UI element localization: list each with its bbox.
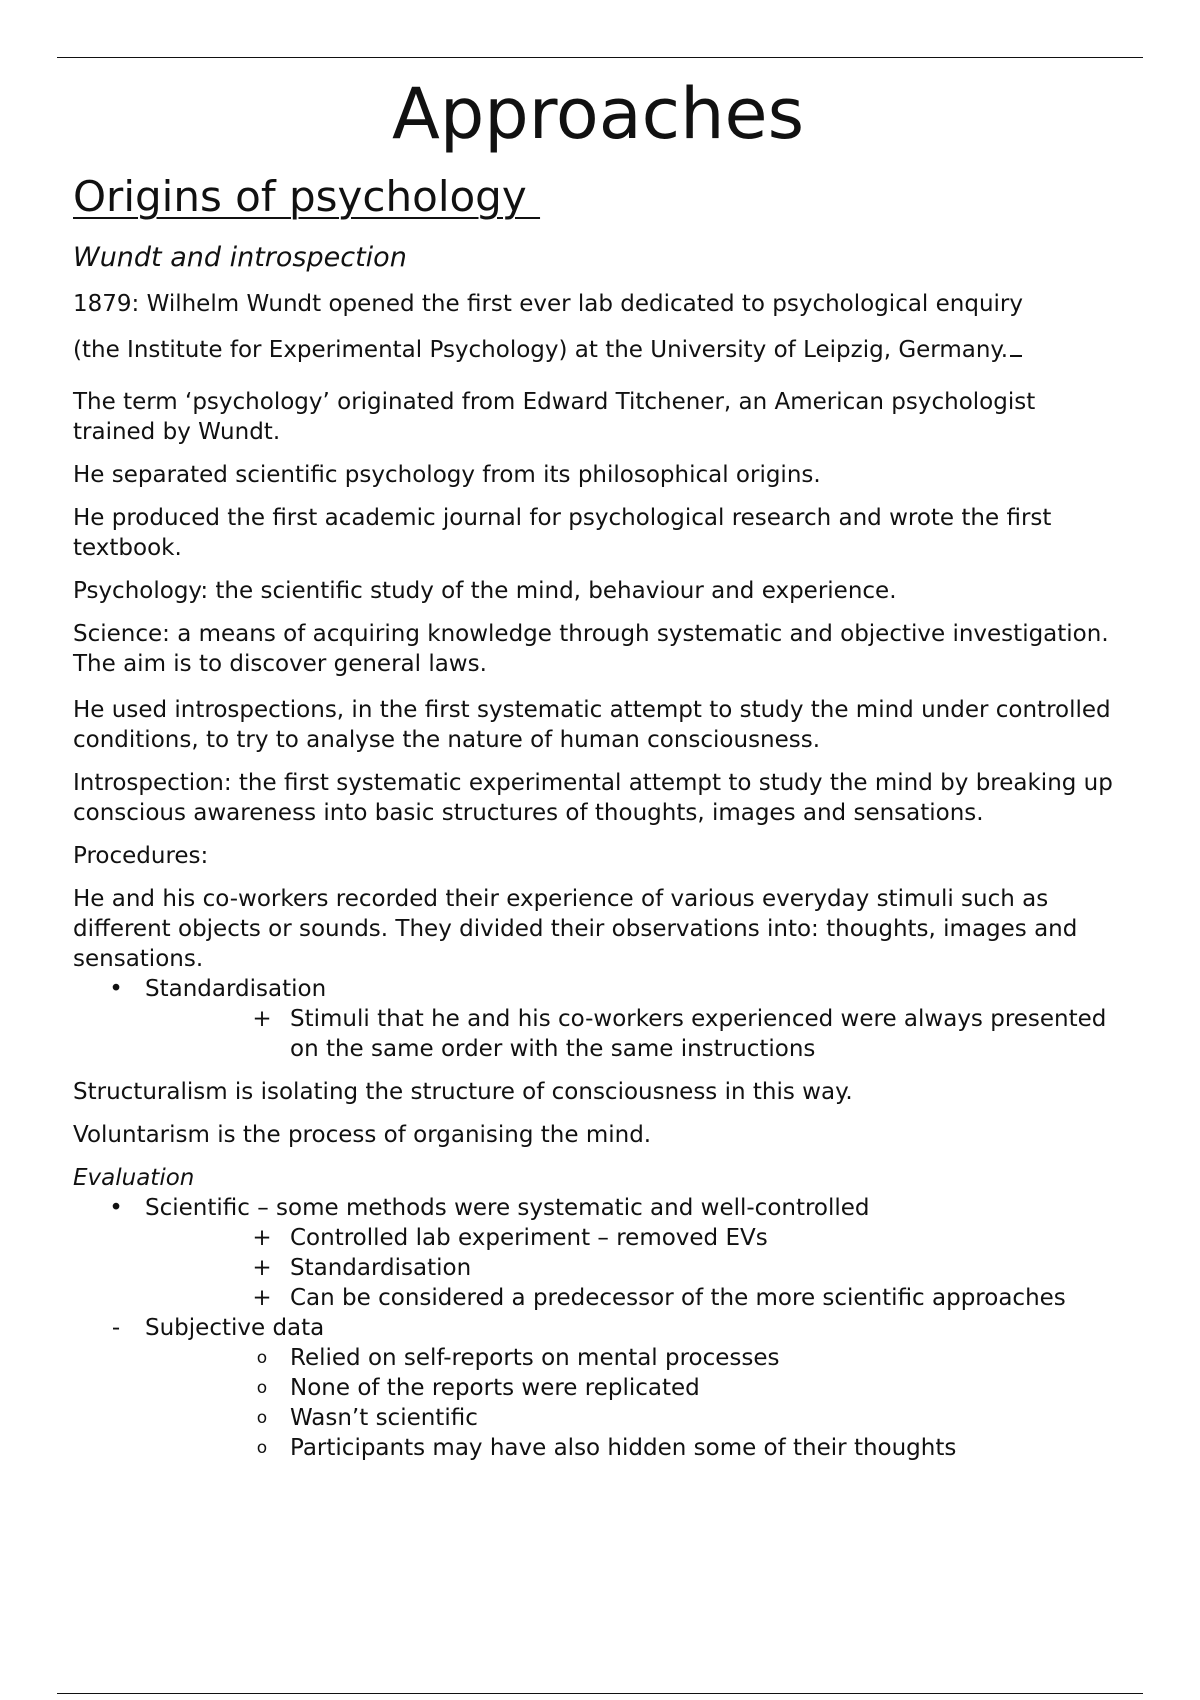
weakness-label: Subjective data bbox=[145, 1315, 325, 1341]
list-item-text: Standardisation bbox=[290, 1255, 472, 1281]
list-item-text: Relied on self-reports on mental processes bbox=[290, 1345, 780, 1371]
evaluation-list bbox=[73, 1193, 1123, 1463]
list-item bbox=[145, 1373, 1123, 1403]
circle-marker: o bbox=[256, 1438, 268, 1458]
list-item-text: None of the reports were replicated bbox=[290, 1375, 700, 1401]
paragraph-journal: He produced the first academic journal for psychological research and wrote the first textbook. bbox=[73, 505, 1052, 561]
section-heading-text: Origins of psychology bbox=[73, 172, 541, 221]
list-item bbox=[145, 1223, 1123, 1253]
evaluation-heading: Evaluation bbox=[73, 1165, 195, 1191]
list-item bbox=[73, 974, 1123, 1064]
plus-marker: + bbox=[252, 1255, 272, 1281]
list-item bbox=[145, 1343, 1123, 1373]
plus-marker: + bbox=[252, 1006, 272, 1032]
list-item bbox=[73, 1313, 1123, 1463]
bottom-rule bbox=[57, 1693, 1143, 1694]
text-cursor bbox=[1010, 335, 1022, 357]
list-item-text: Participants may have also hidden some of their thoughts bbox=[290, 1435, 957, 1461]
dash-marker: - bbox=[111, 1315, 121, 1341]
subsection-heading: Wundt and introspection bbox=[73, 242, 407, 273]
list-item bbox=[145, 1283, 1123, 1313]
circle-marker: o bbox=[256, 1408, 268, 1428]
list-item-text: Standardisation bbox=[145, 976, 327, 1002]
section-heading bbox=[73, 170, 1123, 224]
paragraph-term-psychology: The term ‘psychology’ originated from Edward Titchener, an American psychologist trained by Wundt. bbox=[73, 389, 1036, 445]
procedures-list bbox=[73, 974, 1123, 1064]
document-title: Approaches bbox=[391, 73, 805, 155]
paragraph-introspections: He used introspections, in the first systematic attempt to study the mind under controlled conditions, to try to analyse the nature of human consciousness. bbox=[73, 697, 1111, 753]
list-item bbox=[73, 1193, 1123, 1313]
strength-points bbox=[145, 1223, 1123, 1313]
definition-psychology: Psychology: the scientific study of the mind, behaviour and experience. bbox=[73, 578, 897, 604]
weakness-points bbox=[145, 1343, 1123, 1463]
paragraph-voluntarism: Voluntarism is the process of organising the mind. bbox=[73, 1122, 652, 1148]
procedures-sublist bbox=[145, 1004, 1123, 1064]
definition-introspection: Introspection: the first systematic experimental attempt to study the mind by breaking up conscious awareness into basic structures of thoughts, images and sensations. bbox=[73, 770, 1113, 826]
list-item bbox=[145, 1004, 1123, 1064]
circle-marker: o bbox=[256, 1348, 268, 1368]
plus-marker: + bbox=[252, 1285, 272, 1311]
plus-marker: + bbox=[252, 1225, 272, 1251]
definition-science: Science: a means of acquiring knowledge through systematic and objective investigation. The aim is to discover general laws. bbox=[73, 621, 1109, 677]
list-item bbox=[145, 1403, 1123, 1433]
top-rule bbox=[57, 57, 1143, 58]
procedures-label: Procedures: bbox=[73, 843, 209, 869]
paragraph-structuralism: Structuralism is isolating the structure of consciousness in this way. bbox=[73, 1079, 853, 1105]
paragraph-institute bbox=[73, 335, 1123, 365]
paragraph-separated: He separated scientific psychology from its philosophical origins. bbox=[73, 462, 821, 488]
bullet-marker: • bbox=[109, 1195, 123, 1221]
document-page bbox=[73, 70, 1123, 1463]
list-item-text: Wasn’t scientific bbox=[290, 1405, 478, 1431]
list-item-text: Stimuli that he and his co-workers experienced were always presented on the same order with the same instructions bbox=[290, 1006, 1107, 1062]
paragraph-procedures: He and his co-workers recorded their experience of various everyday stimuli such as different objects or sounds. They divided their observations into: thoughts, images and sensations. bbox=[73, 886, 1078, 972]
list-item-text: Controlled lab experiment – removed EVs bbox=[290, 1225, 768, 1251]
list-item bbox=[145, 1433, 1123, 1463]
list-item-text: Can be considered a predecessor of the more scientific approaches bbox=[290, 1285, 1066, 1311]
bullet-marker: • bbox=[109, 976, 123, 1002]
strength-label: Scientific – some methods were systematic and well-controlled bbox=[145, 1195, 870, 1221]
paragraph-institute-text: (the Institute for Experimental Psychology) at the University of Leipzig, Germany. bbox=[73, 337, 1009, 363]
paragraph-1879: 1879: Wilhelm Wundt opened the first ever lab dedicated to psychological enquiry bbox=[73, 291, 1023, 317]
circle-marker: o bbox=[256, 1378, 268, 1398]
list-item bbox=[145, 1253, 1123, 1283]
